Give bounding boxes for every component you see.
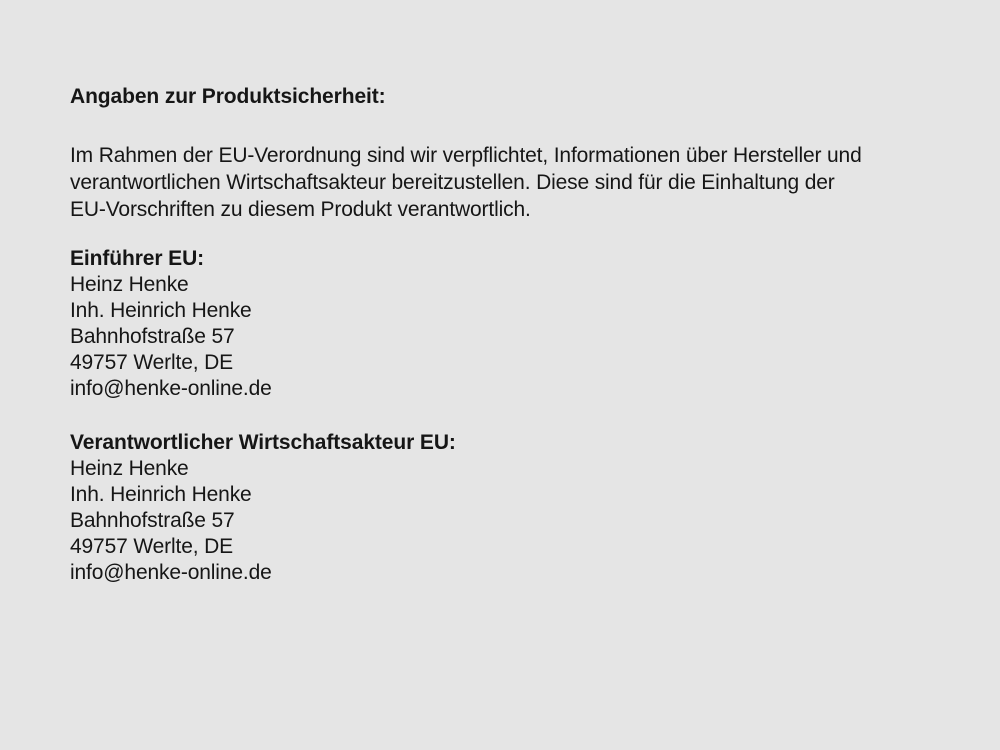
intro-line: EU-Vorschriften zu diesem Produkt verantwortlich.	[70, 198, 531, 221]
importer-section	[70, 246, 930, 402]
responsible-actor-name: Heinz Henke	[70, 457, 189, 480]
importer-street: Bahnhofstraße 57	[70, 325, 235, 348]
intro-line: verantwortlichen Wirtschaftsakteur bereitzustellen. Diese sind für die Einhaltung der	[70, 171, 835, 194]
intro-paragraph	[70, 142, 930, 223]
importer-city: 49757 Werlte, DE	[70, 351, 233, 374]
intro-line: Im Rahmen der EU-Verordnung sind wir verpflichtet, Informationen über Hersteller und	[70, 144, 862, 167]
page-title: Angaben zur Produktsicherheit:	[70, 85, 386, 108]
importer-email-text: info@henke-online.de	[70, 377, 272, 400]
responsible-actor-email-text: info@henke-online.de	[70, 561, 272, 584]
responsible-actor-owner: Inh. Heinrich Henke	[70, 483, 252, 506]
responsible-actor-section	[70, 430, 930, 586]
responsible-actor-street: Bahnhofstraße 57	[70, 509, 235, 532]
responsible-actor-heading: Verantwortlicher Wirtschaftsakteur EU:	[70, 431, 456, 454]
importer-owner: Inh. Heinrich Henke	[70, 299, 252, 322]
importer-heading: Einführer EU:	[70, 247, 205, 270]
responsible-actor-city: 49757 Werlte, DE	[70, 535, 233, 558]
importer-name: Heinz Henke	[70, 273, 189, 296]
